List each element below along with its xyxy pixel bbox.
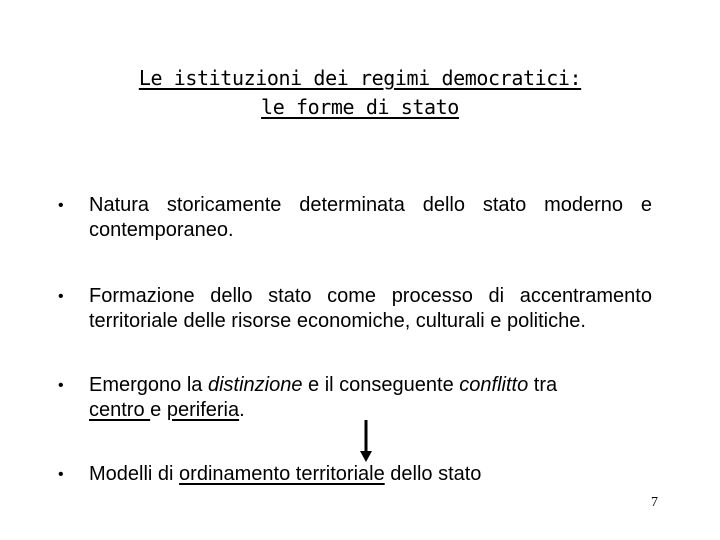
- bullet-text-4: [89, 462, 652, 487]
- conflitto-term: conflitto: [459, 374, 529, 396]
- bullet-item-3: [58, 373, 652, 423]
- bullet-dot: •: [58, 466, 64, 483]
- bullet-4-part-1: Modelli di: [89, 463, 180, 485]
- bullet-3-part-5: tra: [528, 374, 558, 396]
- bullet-text-3: [89, 373, 652, 423]
- bullet-text-2: Formazione dello stato come processo di accentramento territoriale delle risorse economiche, culturali e politiche.: [89, 285, 652, 332]
- bullet-text-1: Natura storicamente determinata dello stato moderno e contemporaneo.: [89, 194, 652, 241]
- bullet-item-4: [58, 462, 652, 487]
- title-line-2: le forme di stato: [261, 95, 459, 119]
- bullet-dot: •: [58, 288, 64, 305]
- bullet-dot: •: [58, 197, 64, 214]
- bullet-item-1: [58, 193, 652, 243]
- page-number: 7: [651, 495, 658, 510]
- periferia-term: periferia: [166, 399, 240, 421]
- bullet-3-part-1: Emergono la: [89, 374, 208, 396]
- bullet-3-part-9: .: [239, 399, 245, 421]
- bullet-dot: •: [58, 377, 64, 394]
- ordinamento-territoriale-term: ordinamento territoriale: [179, 463, 385, 485]
- bullet-item-2: [58, 284, 652, 334]
- slide-title: [0, 64, 720, 122]
- distinzione-term: distinzione: [207, 374, 303, 396]
- down-arrow-icon: [357, 420, 375, 462]
- title-line-1: Le istituzioni dei regimi democratici:: [138, 66, 582, 90]
- centro-term: centro: [89, 399, 151, 421]
- bullet-3-part-7: e: [150, 399, 167, 421]
- bullet-3-part-3: e il conseguente: [302, 374, 460, 396]
- bullet-4-part-3: dello stato: [384, 463, 482, 485]
